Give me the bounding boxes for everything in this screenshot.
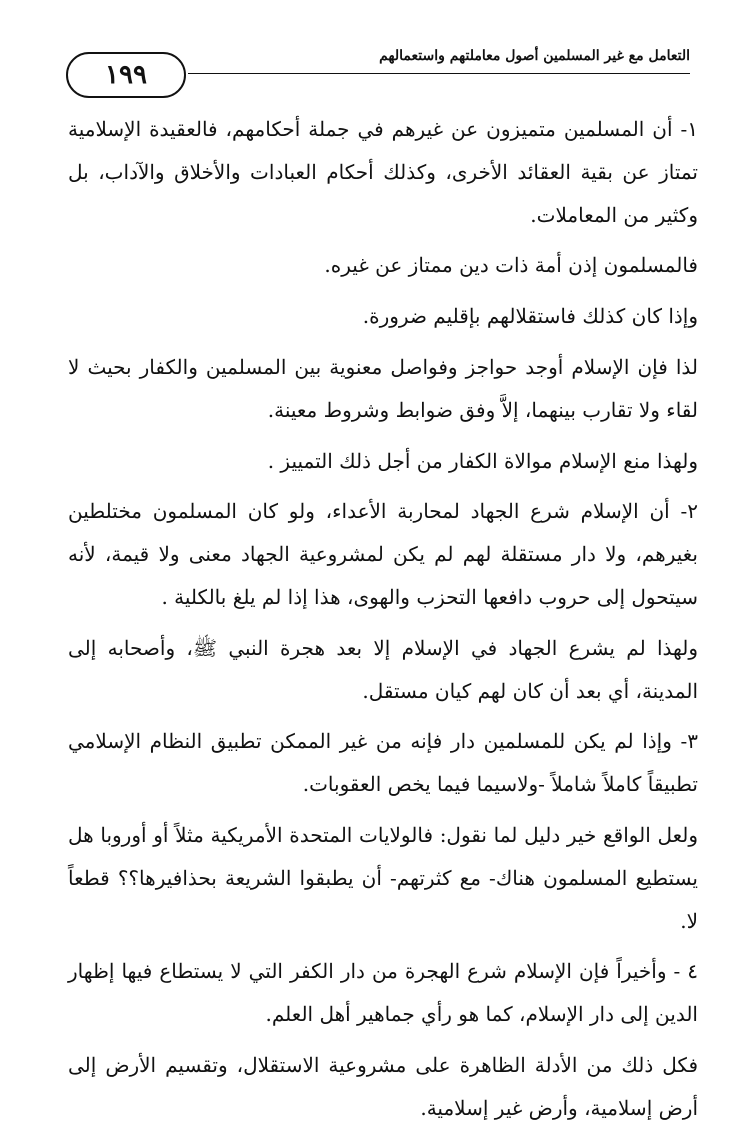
paragraph: ٣- وإذا لم يكن للمسلمين دار فإنه من غير الممكن تطبيق النظام الإسلامي تطبيقاً كاملاً شاملاً -ولاسيما فيما يخص العقوبات. [68, 729, 698, 797]
paragraph: ٢- أن الإسلام شرع الجهاد لمحاربة الأعداء، ولو كان المسلمون مختلطين بغيرهم، ولا دار مستقلة لهم لم يكن لمشروعية الجهاد معنى ولا قيمة، لأنه سيتحول إلى حروب دافعها التحزب والهوى، هذا إذا لم يلغ بالكلية . [68, 499, 698, 609]
body-text [68, 108, 698, 1138]
paragraph: فالمسلمون إذن أمة ذات دين ممتاز عن غيره. [324, 253, 698, 278]
paragraph: ولهذا لم يشرع الجهاد في الإسلام إلا بعد هجرة النبي ﷺ، وأصحابه إلى المدينة، أي بعد أن كان لهم كيان مستقل. [68, 635, 698, 703]
header-rule [188, 73, 690, 74]
paragraph: ولعل الواقع خير دليل لما نقول: فالولايات المتحدة الأمريكية مثلاً أو أوروبا هل يستطيع المسلمون هناك- مع كثرتهم- أن يطبقوا الشريعة بحذافيرها؟؟ قطعاً لا. [68, 822, 698, 933]
paragraph: ١- أن المسلمين متميزون عن غيرهم في جملة أحكامهم، فالعقيدة الإسلامية تمتاز عن بقية العقائد الأخرى، وكذلك أحكام العبادات والأخلاق والآداب، بل وكثير من المعاملات. [68, 117, 698, 227]
paragraph: لذا فإن الإسلام أوجد حواجز وفواصل معنوية بين المسلمين والكفار بحيث لا لقاء ولا تقارب بينهما، إلاَّ وفق ضوابط وشروط معينة. [68, 354, 698, 422]
page-number: ١٩٩ [66, 52, 186, 98]
paragraph: ولهذا منع الإسلام موالاة الكفار من أجل ذلك التمييز . [267, 448, 698, 473]
running-header [60, 42, 710, 112]
paragraph: فكل ذلك من الأدلة الظاهرة على مشروعية الاستقلال، وتقسيم الأرض إلى أرض إسلامية، وأرض غير إسلامية. [68, 1052, 698, 1120]
header-title: التعامل مع غير المسلمين أصول معاملتهم واستعمالهم [379, 48, 690, 64]
paragraph: ٤ - وأخيراً فإن الإسلام شرع الهجرة من دار الكفر التي لا يستطاع فيها إظهار الدين إلى دار الإسلام، كما هو رأي جماهير أهل العلم. [68, 959, 698, 1027]
paragraph: وإذا كان كذلك فاستقلالهم بإقليم ضرورة. [362, 304, 698, 329]
